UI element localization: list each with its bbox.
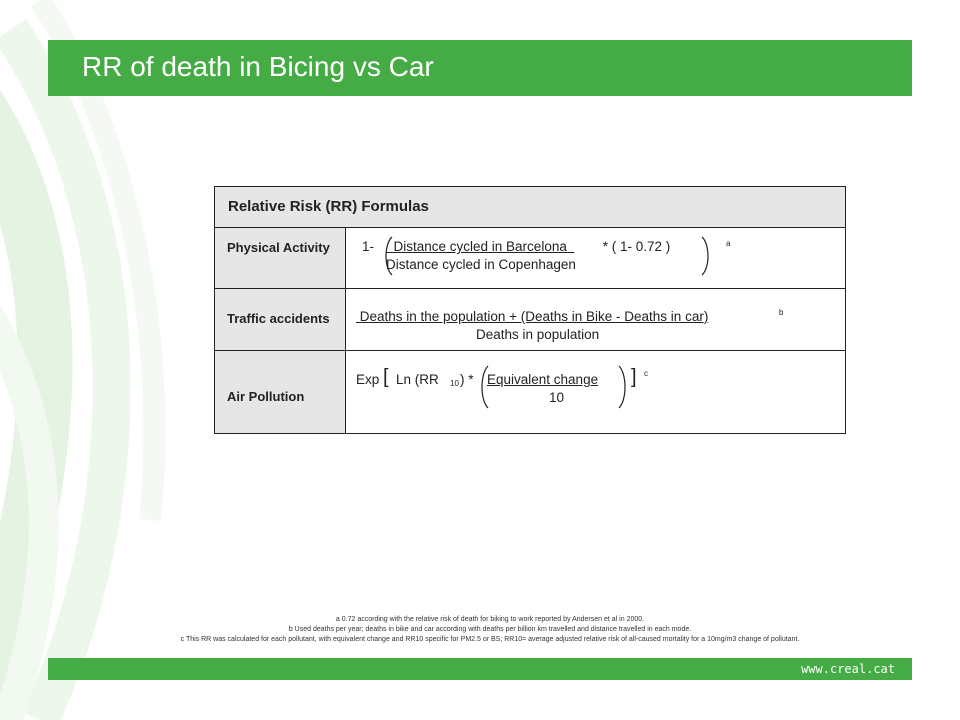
row-label: Traffic accidents (227, 311, 330, 326)
formula-denominator: Distance cycled in Copenhagen (386, 257, 576, 272)
formula-close-bracket: ] (631, 366, 637, 388)
row-label-cell (215, 289, 346, 350)
right-paren-icon (700, 236, 712, 276)
formula-prefix: 1- (362, 239, 375, 254)
formula-numerator: Equivalent change (487, 372, 599, 387)
row-label-cell (215, 228, 346, 288)
footer-bar (48, 658, 912, 680)
table-header-label: Relative Risk (RR) Formulas (228, 198, 429, 215)
air-pollution-formula (346, 351, 845, 433)
footnote-c: c This RR was calculated for each pollutant, with equivalent change and RR10 specific for PM2.5 or BS; RR10= average adjusted relative risk of all-caused mortality for a 10mg/m3 change of pollutant. (180, 636, 800, 643)
physical-activity-formula (346, 228, 845, 288)
table-row-physical-activity (215, 228, 845, 289)
formula-numerator: Deaths in the population + (Deaths in Bike - Deaths in car) (356, 309, 709, 324)
footnote-a: a 0.72 according with the relative risk of death for biking to work reported by Andersen et al in 2000. (335, 616, 645, 623)
footnotes (60, 615, 920, 645)
table-row-traffic-accidents (215, 289, 845, 351)
formula-denominator: Deaths in population (476, 327, 600, 342)
table-row-air-pollution (215, 351, 845, 433)
footnote-marker: c (644, 369, 648, 378)
rr-formulas-table (214, 186, 846, 434)
formula-ln: Ln (RR (396, 372, 439, 387)
title-bar (48, 40, 912, 96)
formula-denominator: 10 (549, 390, 565, 405)
right-paren-icon (617, 365, 629, 409)
row-label-cell (215, 351, 346, 433)
formula-exp: Exp (356, 372, 380, 387)
formula-numerator: Distance cycled in Barcelona (386, 239, 575, 254)
footnote-marker: a (726, 239, 731, 248)
formula-ln-close: ) * (460, 372, 474, 387)
website-link[interactable]: www.creal.cat (801, 662, 895, 676)
formula-subscript: 10 (450, 379, 459, 388)
row-label: Physical Activity (227, 240, 330, 255)
footnote-b: b Used deaths per year; deaths in bike and car according with deaths per billion km travelled and distance travelled in each mode. (288, 626, 692, 633)
table-header (215, 187, 845, 228)
formula-open-bracket: [ (383, 366, 389, 388)
row-label: Air Pollution (227, 389, 305, 404)
slide-title: RR of death in Bicing vs Car (82, 51, 434, 82)
traffic-accidents-formula (346, 289, 845, 350)
footnote-marker: b (779, 308, 784, 317)
formula-multiplier: * ( 1- 0.72 ) (599, 239, 671, 254)
